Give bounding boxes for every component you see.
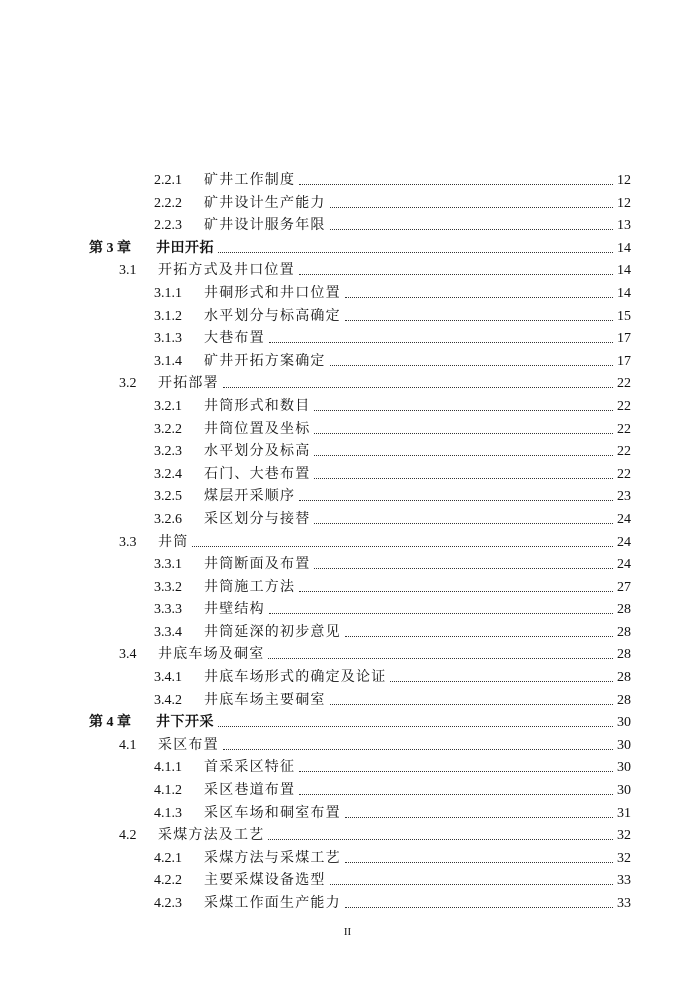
- toc-entry-number: 3.2.3: [154, 444, 182, 460]
- toc-entry-number: 3.2.5: [154, 489, 182, 505]
- toc-section-entry[interactable]: [0, 373, 695, 396]
- toc-entry-number: 第 4 章: [89, 715, 131, 731]
- toc-chapter-entry[interactable]: [0, 238, 695, 261]
- toc-subsection-entry[interactable]: [0, 803, 695, 826]
- toc-entry-number: 3.4: [119, 647, 137, 663]
- toc-entry-page: 17: [617, 331, 631, 347]
- toc-entry-page: 22: [617, 444, 631, 460]
- toc-entry-title: 开拓方式及井口位置: [158, 263, 295, 279]
- toc-dot-leader: [299, 794, 613, 795]
- toc-entry-title: 井底车场形式的确定及论证: [204, 670, 387, 686]
- toc-entry-page: 15: [617, 308, 631, 324]
- toc-entry-number: 4.2.2: [154, 873, 182, 889]
- toc-dot-leader: [345, 297, 613, 298]
- toc-subsection-entry[interactable]: [0, 215, 695, 238]
- toc-entry-title: 井筒位置及坐标: [204, 421, 311, 437]
- toc-entry-number: 3.1.1: [154, 285, 182, 301]
- toc-entry-page: 33: [617, 896, 631, 911]
- toc-entry-number: 4.1.1: [154, 760, 182, 776]
- toc-entry-page: 24: [617, 557, 631, 573]
- toc-entry-title: 首采采区特征: [204, 760, 296, 776]
- toc-entry-title: 大巷布置: [204, 331, 265, 347]
- toc-entry-number: 第 3 章: [89, 240, 131, 256]
- toc-entry-title: 矿井设计生产能力: [204, 195, 326, 211]
- toc-entry-page: 27: [617, 579, 631, 595]
- toc-subsection-entry[interactable]: [0, 396, 695, 419]
- toc-entry-page: 24: [617, 511, 631, 527]
- toc-subsection-entry[interactable]: [0, 667, 695, 690]
- toc-entry-title: 采煤方法及工艺: [158, 828, 265, 844]
- toc-entry-page: 24: [617, 534, 631, 550]
- toc-entry-title: 井筒延深的初步意见: [204, 624, 341, 640]
- page-number-footer: II: [343, 926, 352, 938]
- toc-dot-leader: [223, 749, 613, 750]
- toc-subsection-entry[interactable]: [0, 757, 695, 780]
- toc-entry-page: 22: [617, 376, 631, 392]
- toc-entry-number: 3.2.2: [154, 421, 182, 437]
- toc-subsection-entry[interactable]: [0, 780, 695, 803]
- toc-entry-number: 4.2.1: [154, 850, 182, 866]
- toc-entry-number: 3.3.2: [154, 579, 182, 595]
- toc-entry-page: 14: [617, 263, 631, 279]
- toc-subsection-entry[interactable]: [0, 622, 695, 645]
- toc-entry-number: 3.3.3: [154, 602, 182, 618]
- toc-section-entry[interactable]: [0, 825, 695, 848]
- toc-entry-page: 31: [617, 805, 631, 821]
- toc-entry-number: 3.2.4: [154, 466, 182, 482]
- toc-entry-number: 3.1.2: [154, 308, 182, 324]
- toc-dot-leader: [218, 726, 613, 727]
- toc-entry-page: 28: [617, 647, 631, 663]
- toc-subsection-entry[interactable]: [0, 283, 695, 306]
- toc-entry-page: 13: [617, 218, 631, 234]
- toc-dot-leader: [299, 274, 613, 275]
- toc-dot-leader: [390, 681, 613, 682]
- toc-entry-title: 井筒施工方法: [204, 579, 296, 595]
- toc-entry-page: 28: [617, 670, 631, 686]
- toc-entry-title: 煤层开采顺序: [204, 489, 296, 505]
- toc-entry-page: 30: [617, 760, 631, 776]
- toc-subsection-entry[interactable]: [0, 848, 695, 871]
- toc-entry-page: 12: [617, 173, 631, 188]
- toc-entry-title: 井壁结构: [204, 602, 265, 618]
- toc-dot-leader: [345, 320, 613, 321]
- toc-subsection-entry[interactable]: [0, 419, 695, 442]
- toc-entry-title: 井筒: [158, 534, 189, 550]
- toc-entry-title: 采煤工作面生产能力: [204, 896, 341, 911]
- toc-dot-leader: [268, 658, 613, 659]
- toc-subsection-entry[interactable]: [0, 509, 695, 532]
- toc-entry-title: 井硐形式和井口位置: [204, 285, 341, 301]
- toc-entry-page: 32: [617, 850, 631, 866]
- toc-subsection-entry[interactable]: [0, 577, 695, 600]
- toc-entry-page: 22: [617, 421, 631, 437]
- toc-subsection-entry[interactable]: [0, 870, 695, 893]
- toc-dot-leader: [299, 184, 613, 185]
- toc-entry-page: 32: [617, 828, 631, 844]
- toc-subsection-entry[interactable]: [0, 193, 695, 216]
- toc-entry-number: 3.2.6: [154, 511, 182, 527]
- toc-entry-number: 3.2.1: [154, 398, 182, 414]
- table-of-contents: [0, 170, 695, 916]
- toc-entry-title: 井筒形式和数目: [204, 398, 311, 414]
- toc-dot-leader: [314, 410, 613, 411]
- toc-entry-title: 井底车场及硐室: [158, 647, 265, 663]
- toc-dot-leader: [314, 433, 613, 434]
- toc-entry-page: 12: [617, 195, 631, 211]
- toc-section-entry[interactable]: [0, 532, 695, 555]
- toc-entry-number: 3.1: [119, 263, 137, 279]
- toc-dot-leader: [330, 229, 613, 230]
- toc-entry-number: 3.3.1: [154, 557, 182, 573]
- toc-subsection-entry[interactable]: [0, 464, 695, 487]
- toc-subsection-entry[interactable]: [0, 170, 695, 193]
- toc-dot-leader: [269, 342, 613, 343]
- toc-subsection-entry[interactable]: [0, 441, 695, 464]
- toc-entry-number: 2.2.3: [154, 218, 182, 234]
- toc-subsection-entry[interactable]: [0, 306, 695, 329]
- toc-dot-leader: [218, 252, 613, 253]
- toc-subsection-entry[interactable]: [0, 351, 695, 374]
- toc-dot-leader: [268, 839, 613, 840]
- toc-dot-leader: [345, 817, 613, 818]
- toc-entry-page: 22: [617, 466, 631, 482]
- toc-entry-title: 矿井设计服务年限: [204, 218, 326, 234]
- toc-entry-page: 28: [617, 624, 631, 640]
- toc-entry-number: 3.4.2: [154, 692, 182, 708]
- toc-entry-title: 井底车场主要硐室: [204, 692, 326, 708]
- toc-entry-title: 开拓部署: [158, 376, 219, 392]
- toc-dot-leader: [345, 862, 613, 863]
- toc-entry-title: 井筒断面及布置: [204, 557, 311, 573]
- toc-dot-leader: [192, 546, 613, 547]
- toc-dot-leader: [299, 591, 613, 592]
- toc-entry-title: 水平划分及标高: [204, 444, 311, 460]
- toc-dot-leader: [314, 455, 613, 456]
- toc-entry-title: 采区布置: [158, 737, 219, 753]
- toc-subsection-entry[interactable]: [0, 328, 695, 351]
- toc-entry-page: 14: [617, 240, 631, 256]
- toc-entry-page: 30: [617, 783, 631, 799]
- toc-dot-leader: [299, 500, 613, 501]
- toc-dot-leader: [314, 478, 613, 479]
- toc-entry-number: 3.1.4: [154, 353, 182, 369]
- toc-entry-title: 采煤方法与采煤工艺: [204, 850, 341, 866]
- toc-entry-title: 采区巷道布置: [204, 783, 296, 799]
- toc-entry-number: 3.3: [119, 534, 137, 550]
- toc-dot-leader: [330, 207, 613, 208]
- toc-entry-page: 33: [617, 873, 631, 889]
- toc-entry-page: 30: [617, 737, 631, 753]
- toc-entry-page: 28: [617, 602, 631, 618]
- toc-entry-number: 4.1.3: [154, 805, 182, 821]
- toc-dot-leader: [269, 613, 613, 614]
- toc-section-entry[interactable]: [0, 260, 695, 283]
- toc-dot-leader: [330, 704, 613, 705]
- toc-entry-page: 22: [617, 398, 631, 414]
- toc-dot-leader: [314, 568, 613, 569]
- toc-chapter-entry[interactable]: [0, 712, 695, 735]
- toc-entry-title: 主要采煤设备选型: [204, 873, 326, 889]
- toc-entry-number: 2.2.1: [154, 173, 182, 188]
- toc-entry-number: 3.4.1: [154, 670, 182, 686]
- toc-dot-leader: [345, 907, 613, 908]
- toc-entry-number: 4.2: [119, 828, 137, 844]
- toc-entry-title: 井田开拓: [156, 240, 214, 256]
- toc-entry-number: 4.2.3: [154, 896, 182, 911]
- toc-entry-title: 矿井开拓方案确定: [204, 353, 326, 369]
- toc-dot-leader: [330, 884, 613, 885]
- toc-section-entry[interactable]: [0, 735, 695, 758]
- toc-entry-title: 采区车场和硐室布置: [204, 805, 341, 821]
- toc-dot-leader: [314, 523, 613, 524]
- toc-subsection-entry[interactable]: [0, 599, 695, 622]
- toc-entry-number: 3.1.3: [154, 331, 182, 347]
- toc-dot-leader: [223, 387, 613, 388]
- toc-dot-leader: [345, 636, 613, 637]
- toc-entry-page: 23: [617, 489, 631, 505]
- toc-dot-leader: [330, 365, 613, 366]
- toc-entry-number: 3.3.4: [154, 624, 182, 640]
- toc-subsection-entry[interactable]: [0, 893, 695, 916]
- toc-entry-page: 17: [617, 353, 631, 369]
- toc-entry-number: 4.1: [119, 737, 137, 753]
- toc-dot-leader: [299, 771, 613, 772]
- toc-entry-title: 水平划分与标高确定: [204, 308, 341, 324]
- toc-subsection-entry[interactable]: [0, 486, 695, 509]
- toc-entry-title: 采区划分与接替: [204, 511, 311, 527]
- toc-entry-number: 3.2: [119, 376, 137, 392]
- toc-subsection-entry[interactable]: [0, 554, 695, 577]
- toc-entry-page: 28: [617, 692, 631, 708]
- toc-section-entry[interactable]: [0, 644, 695, 667]
- toc-entry-number: 4.1.2: [154, 783, 182, 799]
- toc-entry-number: 2.2.2: [154, 195, 182, 211]
- toc-entry-title: 矿井工作制度: [204, 173, 296, 188]
- toc-entry-page: 30: [617, 715, 631, 731]
- toc-entry-page: 14: [617, 285, 631, 301]
- toc-entry-title: 井下开采: [156, 715, 214, 731]
- toc-entry-title: 石门、大巷布置: [204, 466, 311, 482]
- toc-subsection-entry[interactable]: [0, 690, 695, 713]
